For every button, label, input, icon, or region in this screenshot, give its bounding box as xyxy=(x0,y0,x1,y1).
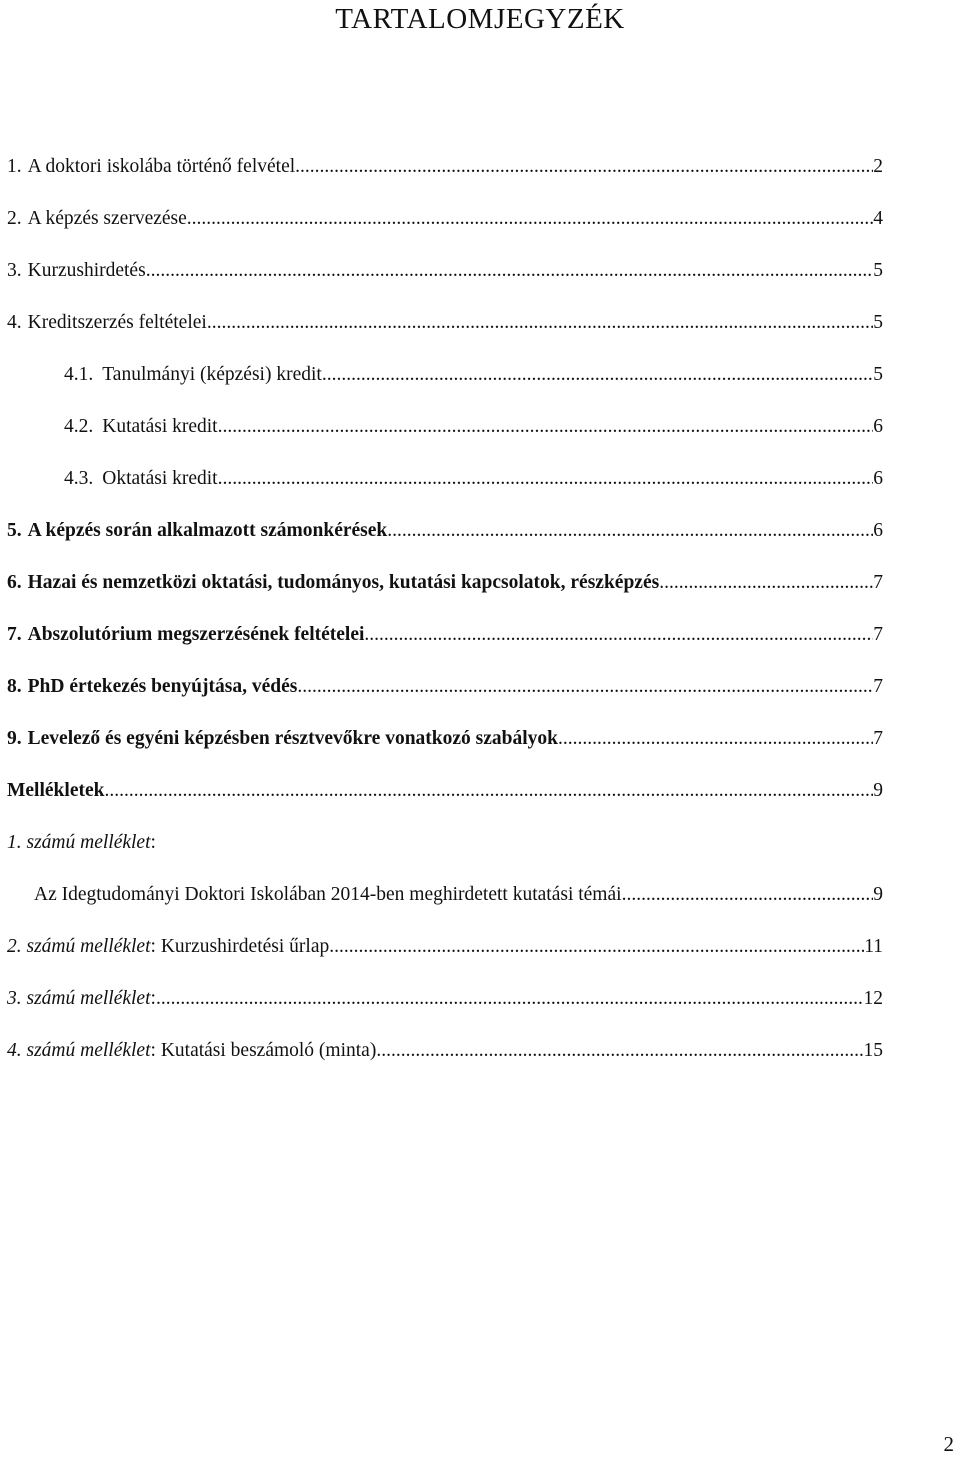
toc-entry-number: 4.2. xyxy=(64,416,94,437)
toc-entry-page: 11 xyxy=(864,936,883,957)
toc-entry-label: Kurzushirdetési űrlap xyxy=(160,936,330,957)
toc-entry-page: 6 xyxy=(873,468,883,489)
toc-entry-label: Kreditszerzés feltételei xyxy=(27,312,207,333)
page-title: TARTALOMJEGYZÉK xyxy=(335,3,625,35)
toc-entry-6[interactable] xyxy=(7,572,883,624)
toc-annex-4[interactable] xyxy=(7,1040,883,1092)
toc-entry-number: 9. xyxy=(7,728,22,749)
toc-annex-1-heading[interactable] xyxy=(7,832,883,884)
toc-entry-page: 12 xyxy=(863,988,883,1009)
toc-leader-dots xyxy=(146,260,874,282)
toc-leader-dots xyxy=(218,468,874,490)
annex-separator: : xyxy=(150,936,161,957)
toc-entry-page: 7 xyxy=(873,572,883,593)
annex-italic-label: 1. számú melléklet xyxy=(7,832,151,853)
toc-entry-number: 6. xyxy=(7,572,22,593)
toc-leader-dots xyxy=(622,884,874,906)
toc-entry-label: Abszolutórium megszerzésének feltételei xyxy=(27,624,365,645)
toc-entry-page: 6 xyxy=(873,520,883,541)
toc-entry-9[interactable] xyxy=(7,728,883,780)
toc-entry-number: 8. xyxy=(7,676,22,697)
toc-leader-dots xyxy=(104,780,873,802)
toc-entry-label: PhD értekezés benyújtása, védés xyxy=(27,676,298,697)
page-number: 2 xyxy=(943,1432,954,1456)
toc-annex-3[interactable] xyxy=(7,988,883,1040)
toc-entry-page: 9 xyxy=(873,884,883,905)
toc-entry-page: 7 xyxy=(873,624,883,645)
toc-entry-number: 3. xyxy=(7,260,22,281)
toc-entry-page: 9 xyxy=(873,780,883,801)
annex-separator: : xyxy=(150,988,156,1009)
toc-annex-1[interactable] xyxy=(7,884,883,936)
toc-leader-dots xyxy=(218,416,874,438)
toc-entry-number: 4. xyxy=(7,312,22,333)
toc-entry-label: A képzés szervezése xyxy=(27,208,187,229)
toc-entry-page: 4 xyxy=(873,208,883,229)
toc-entry-7[interactable] xyxy=(7,624,883,676)
toc-entry-2[interactable] xyxy=(7,208,883,260)
toc-entry-page: 5 xyxy=(873,260,883,281)
toc-leader-dots xyxy=(295,156,873,178)
toc-entry-label: A doktori iskolába történő felvétel xyxy=(27,156,296,177)
toc-entry-number: 7. xyxy=(7,624,22,645)
toc-entry-label: A képzés során alkalmazott számonkérések xyxy=(27,520,388,541)
toc-leader-dots xyxy=(187,208,873,230)
toc-entry-label: Hazai és nemzetközi oktatási, tudományos, kutatási kapcsolatok, részképzés xyxy=(27,572,660,593)
toc-entry-page: 7 xyxy=(873,676,883,697)
toc-leader-dots xyxy=(387,520,873,542)
toc-leader-dots xyxy=(376,1040,863,1062)
toc-entry-number: 4.3. xyxy=(64,468,94,489)
toc-entry-label: Oktatási kredit xyxy=(102,468,218,489)
toc-leader-dots xyxy=(322,364,873,386)
annex-italic-label: 3. számú melléklet xyxy=(7,988,151,1009)
toc-entry-page: 15 xyxy=(863,1040,883,1061)
toc-entry-8[interactable] xyxy=(7,676,883,728)
annex-separator: : xyxy=(150,1040,161,1061)
toc-entry-mellekletek[interactable] xyxy=(7,780,883,832)
toc-entry-4-2[interactable] xyxy=(7,416,883,468)
toc-entry-number: 2. xyxy=(7,208,22,229)
table-of-contents xyxy=(7,156,883,1092)
toc-entry-page: 7 xyxy=(873,728,883,749)
toc-entry-4[interactable] xyxy=(7,312,883,364)
toc-annex-2[interactable] xyxy=(7,936,883,988)
toc-leader-dots xyxy=(659,572,873,594)
toc-entry-page: 2 xyxy=(873,156,883,177)
toc-entry-1[interactable] xyxy=(7,156,883,208)
toc-entry-page: 5 xyxy=(873,312,883,333)
toc-leader-dots xyxy=(156,988,864,1010)
toc-leader-dots xyxy=(329,936,864,958)
toc-leader-dots xyxy=(364,624,873,646)
toc-entry-5[interactable] xyxy=(7,520,883,572)
annex-separator: : xyxy=(150,832,156,853)
toc-entry-4-1[interactable] xyxy=(7,364,883,416)
annex-italic-label: 4. számú melléklet xyxy=(7,1040,151,1061)
toc-leader-dots xyxy=(207,312,873,334)
toc-leader-dots xyxy=(558,728,873,750)
toc-entry-label: Az Idegtudományi Doktori Iskolában 2014-ben meghirdetett kutatási témái xyxy=(34,884,622,905)
toc-entry-label: Tanulmányi (képzési) kredit xyxy=(102,364,322,385)
toc-entry-number: 5. xyxy=(7,520,22,541)
toc-entry-3[interactable] xyxy=(7,260,883,312)
toc-entry-page: 6 xyxy=(873,416,883,437)
toc-entry-label: Kutatási beszámoló (minta) xyxy=(160,1040,377,1061)
toc-entry-4-3[interactable] xyxy=(7,468,883,520)
toc-entry-label: Levelező és egyéni képzésben résztvevőkre vonatkozó szabályok xyxy=(27,728,559,749)
toc-entry-page: 5 xyxy=(873,364,883,385)
toc-entry-number: 4.1. xyxy=(64,364,94,385)
toc-entry-number: 1. xyxy=(7,156,22,177)
toc-entry-label: Kurzushirdetés xyxy=(27,260,146,281)
toc-entry-label: Mellékletek xyxy=(7,780,105,801)
toc-leader-dots xyxy=(297,676,873,698)
annex-italic-label: 2. számú melléklet xyxy=(7,936,151,957)
toc-entry-label: Kutatási kredit xyxy=(102,416,218,437)
